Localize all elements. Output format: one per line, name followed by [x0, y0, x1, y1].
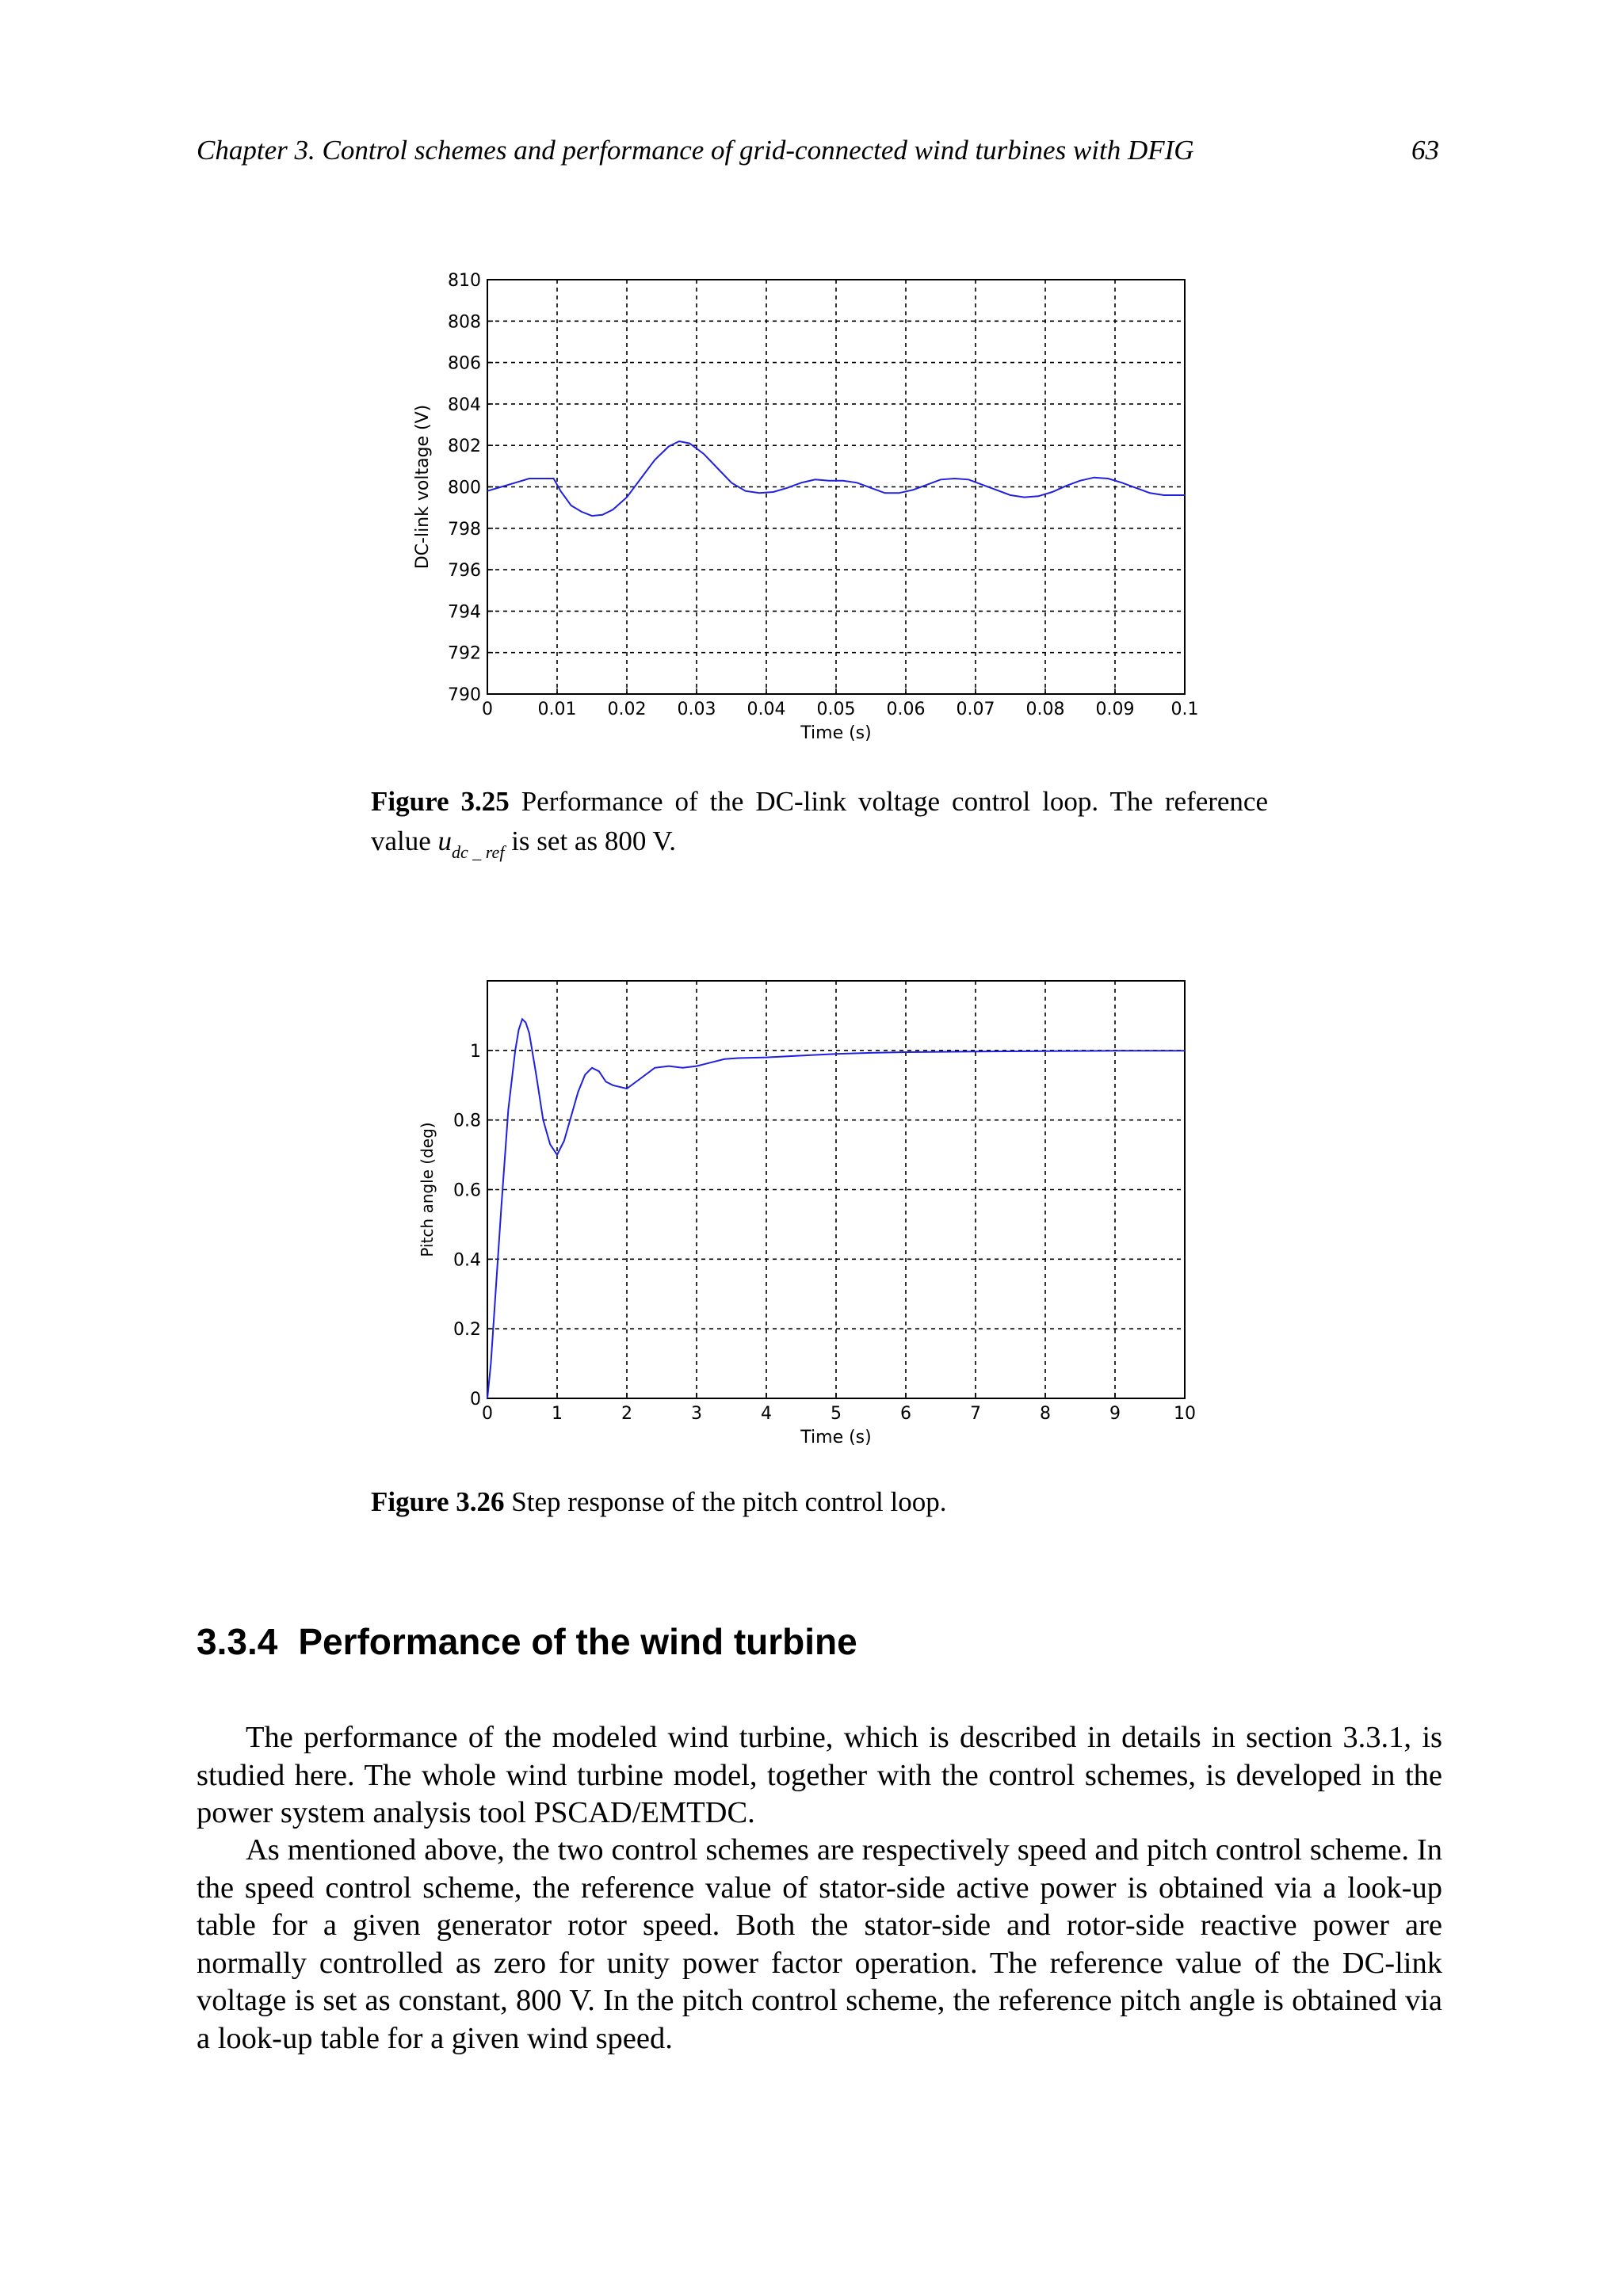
- y-tick-label: 800: [448, 478, 481, 498]
- caption-text: Step response of the pitch control loop.: [511, 1486, 947, 1517]
- x-tick-labels: [482, 700, 1199, 719]
- x-tick-label: 4: [761, 1404, 772, 1424]
- y-tick-labels: [453, 1042, 481, 1409]
- y-tick-label: 1: [470, 1041, 481, 1062]
- y-tick-label: 0.8: [453, 1111, 481, 1131]
- dc-link-voltage-chart: [0, 257, 1623, 757]
- x-tick-label: 5: [831, 1404, 842, 1424]
- y-tick-label: 790: [448, 685, 481, 705]
- page-number: 63: [1411, 135, 1439, 166]
- y-tick-label: 0.6: [453, 1180, 481, 1201]
- x-tick-label: 0: [482, 1404, 493, 1424]
- y-axis-label: Pitch angle (deg): [418, 1122, 437, 1257]
- caption-math: [437, 826, 505, 862]
- section-number: 3.3.4: [197, 1621, 278, 1662]
- y-axis-label: DC-link voltage (V): [413, 404, 433, 570]
- y-tick-label: 0: [470, 1390, 481, 1409]
- math-base: u: [437, 826, 453, 856]
- x-tick-labels: [482, 1404, 1196, 1424]
- chart-grid: [487, 981, 1185, 1398]
- body-paragraph: As mentioned above, the two control schemes are respectively speed and pitch control scheme. In the speed control scheme, the reference value of stator-side active power is obtained via a look-up table for a given generator rotor speed. Both the stator-side and rotor-side reactive power are normally controlled as zero for unity power factor operation. The reference value of the DC-link voltage is set as constant, 800 V. In the pitch control scheme, the reference pitch angle is obtained via a look-up table for a given wind speed.: [197, 1833, 1442, 2055]
- y-tick-label: 806: [448, 353, 481, 374]
- section-heading: [197, 1619, 857, 1664]
- pitch-angle-chart: [0, 959, 1623, 1450]
- x-tick-label: 0.06: [886, 700, 926, 719]
- y-tick-labels: [448, 271, 481, 705]
- caption-text: Performance of the DC-link voltage control loop. The reference value: [371, 786, 1269, 856]
- x-tick-label: 0.07: [956, 700, 995, 719]
- x-axis-label: Time (s): [800, 1428, 872, 1447]
- x-tick-label: 1: [552, 1404, 563, 1424]
- chart-grid: [487, 280, 1185, 694]
- x-tick-label: 0.09: [1095, 700, 1135, 719]
- figure-label: Figure 3.26: [371, 1486, 505, 1517]
- math-subscript: dc _ ref: [452, 842, 505, 862]
- x-tick-label: 9: [1109, 1404, 1121, 1424]
- dc-link-voltage-figure: [0, 257, 1623, 757]
- x-tick-label: 3: [691, 1404, 702, 1424]
- figure-caption: [371, 1482, 1268, 1522]
- figure-caption: [371, 782, 1268, 864]
- x-tick-label: 0.08: [1025, 700, 1065, 719]
- y-tick-label: 810: [448, 271, 481, 291]
- x-tick-label: 8: [1040, 1404, 1051, 1424]
- y-tick-label: 794: [448, 602, 481, 623]
- x-tick-label: 0.05: [816, 700, 856, 719]
- pitch-angle-figure: [0, 959, 1623, 1450]
- y-tick-label: 0.2: [453, 1320, 481, 1341]
- y-tick-label: 804: [448, 395, 481, 415]
- caption-tail: is set as 800 V.: [511, 826, 676, 856]
- running-header: [197, 133, 1439, 168]
- x-tick-label: 10: [1174, 1404, 1196, 1424]
- x-tick-label: 2: [621, 1404, 632, 1424]
- x-tick-label: 7: [970, 1404, 981, 1424]
- x-tick-label: 0.04: [747, 700, 786, 719]
- y-tick-label: 798: [448, 519, 481, 540]
- y-tick-label: 802: [448, 437, 481, 457]
- figure-label: Figure 3.25: [371, 786, 510, 817]
- x-tick-label: 0.03: [677, 700, 716, 719]
- header-chapter-title: Chapter 3. Control schemes and performance of grid-connected wind turbines with DFIG: [197, 135, 1194, 166]
- x-tick-label: 0.1: [1170, 700, 1199, 719]
- section-title: Performance of the wind turbine: [298, 1621, 857, 1662]
- x-tick-label: 0: [482, 700, 493, 719]
- y-tick-label: 808: [448, 312, 481, 333]
- x-tick-label: 0.01: [537, 700, 577, 719]
- y-tick-label: 792: [448, 643, 481, 664]
- y-tick-label: 796: [448, 561, 481, 582]
- body-paragraph: The performance of the modeled wind turbine, which is described in details in section 3.3.1, is studied here. The whole wind turbine model, together with the control schemes, is developed in the power system analysis tool PSCAD/EMTDC.: [197, 1721, 1442, 1829]
- y-tick-label: 0.4: [453, 1250, 481, 1271]
- x-axis-label: Time (s): [800, 723, 872, 743]
- x-tick-label: 6: [900, 1404, 911, 1424]
- x-tick-label: 0.02: [607, 700, 647, 719]
